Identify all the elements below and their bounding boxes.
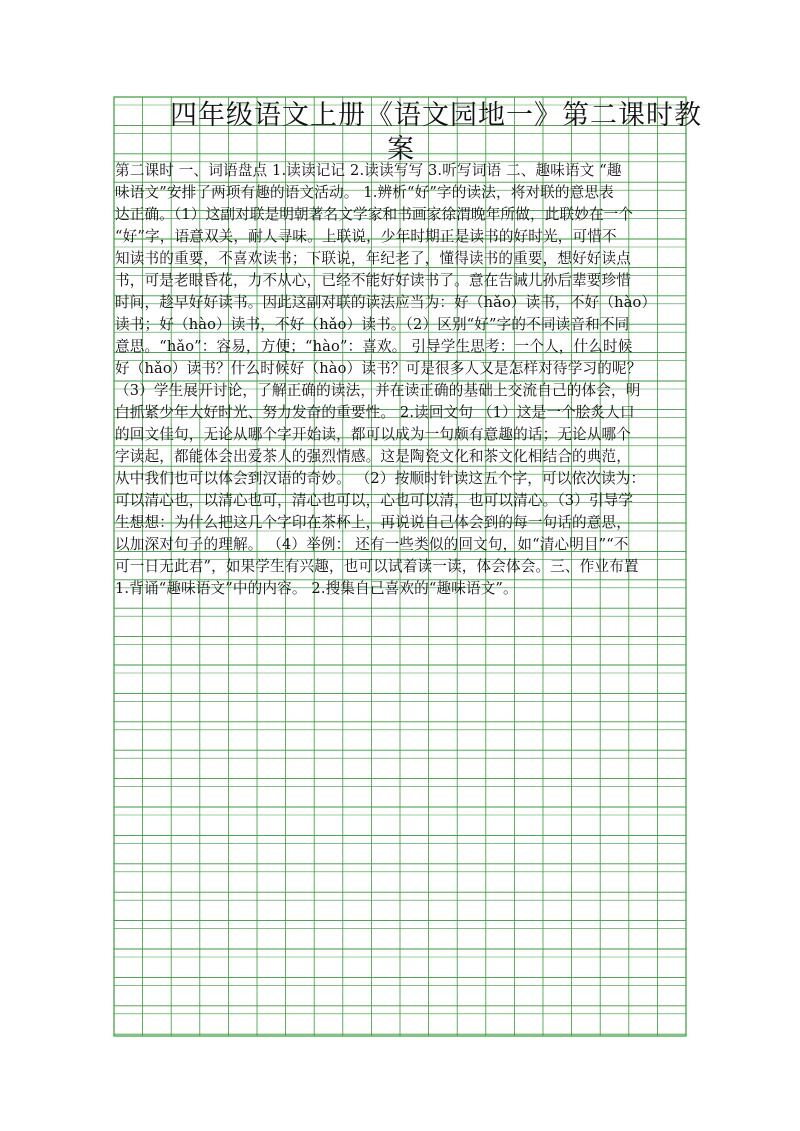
body-line: 意思。“hǎo”：容易，方便；“hào”：喜欢。 引导学生思考：一个人，什么时候	[115, 338, 633, 355]
body-line: 字读起，都能体会出爱茶人的强烈情感。这是陶瓷文化和茶文化相结合的典范，	[115, 448, 632, 465]
title-line-2: 案	[387, 134, 415, 165]
body-line: “好”字，语意双关，耐人寻味。上联说，少年时期正是读书的好时光，可惜不	[115, 228, 617, 245]
body-line: 白抓紧少年大好时光、努力发奋的重要性。 2.读回文句 （1）这是一个脍炙人口	[115, 404, 635, 421]
body-line: 书，可是老眼昏花，力不从心，已经不能好好读书了。意在告诫儿孙后辈要珍惜	[115, 272, 632, 289]
body-line: 知读书的重要，不喜欢读书；下联说，年纪老了，懂得读书的重要，想好好读点	[115, 250, 632, 267]
body-line: 以加深对句子的理解。 （4）举例： 还有一些类似的回文句，如“清心明目”“不	[115, 536, 629, 553]
body-line: 的回文佳句，无论从哪个字开始读，都可以成为一句颇有意趣的话；无论从哪个	[115, 426, 632, 443]
body-line: 第二课时 一、词语盘点 1.读读记记 2.读读写写 3.听写词语 二、趣味语文 “趣	[115, 162, 622, 179]
body-line: 好（hǎo）读书？什么时候好（hào）读书？可是很多人又是怎样对待学习的呢？	[115, 360, 642, 377]
body-line: 读书；好（hào）读书，不好（hǎo）读书。（2）区别“好”字的不同读音和不同	[115, 316, 630, 333]
title-line-1: 四年级语文上册《语文园地一》第二课时教	[170, 100, 702, 131]
body-line: 可以清心也，以清心也可，清心也可以，心也可以清，也可以清心。（3）引导学	[115, 492, 634, 509]
body-line: 生想想：为什么把这几个字印在茶杯上，再说说自己体会到的每一句话的意思，	[115, 514, 632, 531]
body-line: 味语文”安排了两项有趣的语文活动。 1.辨析“好”字的读法，将对联的意思表	[115, 184, 614, 201]
body-line: 从中我们也可以体会到汉语的奇妙。 （2）按顺时针读这五个字，可以依次读为：	[115, 470, 646, 487]
body-line: （3）学生展开讨论，了解正确的读法，并在读正确的基础上交流自己的体会，明	[115, 382, 641, 399]
body-line: 可一日无此君”，如果学生有兴趣，也可以试着读一读，体会体会。三、作业布置	[115, 558, 639, 575]
body-line: 时间，趁早好好读书。因此这副对联的读法应当为：好（hǎo）读书，不好（hào）	[115, 294, 657, 311]
body-line: 1.背诵“趣味语文”中的内容。 2.搜集自己喜欢的“趣味语文”。	[115, 580, 518, 597]
body-line: 达正确。（1）这副对联是明朝著名文学家和书画家徐渭晚年所做，此联妙在一个	[115, 206, 634, 223]
